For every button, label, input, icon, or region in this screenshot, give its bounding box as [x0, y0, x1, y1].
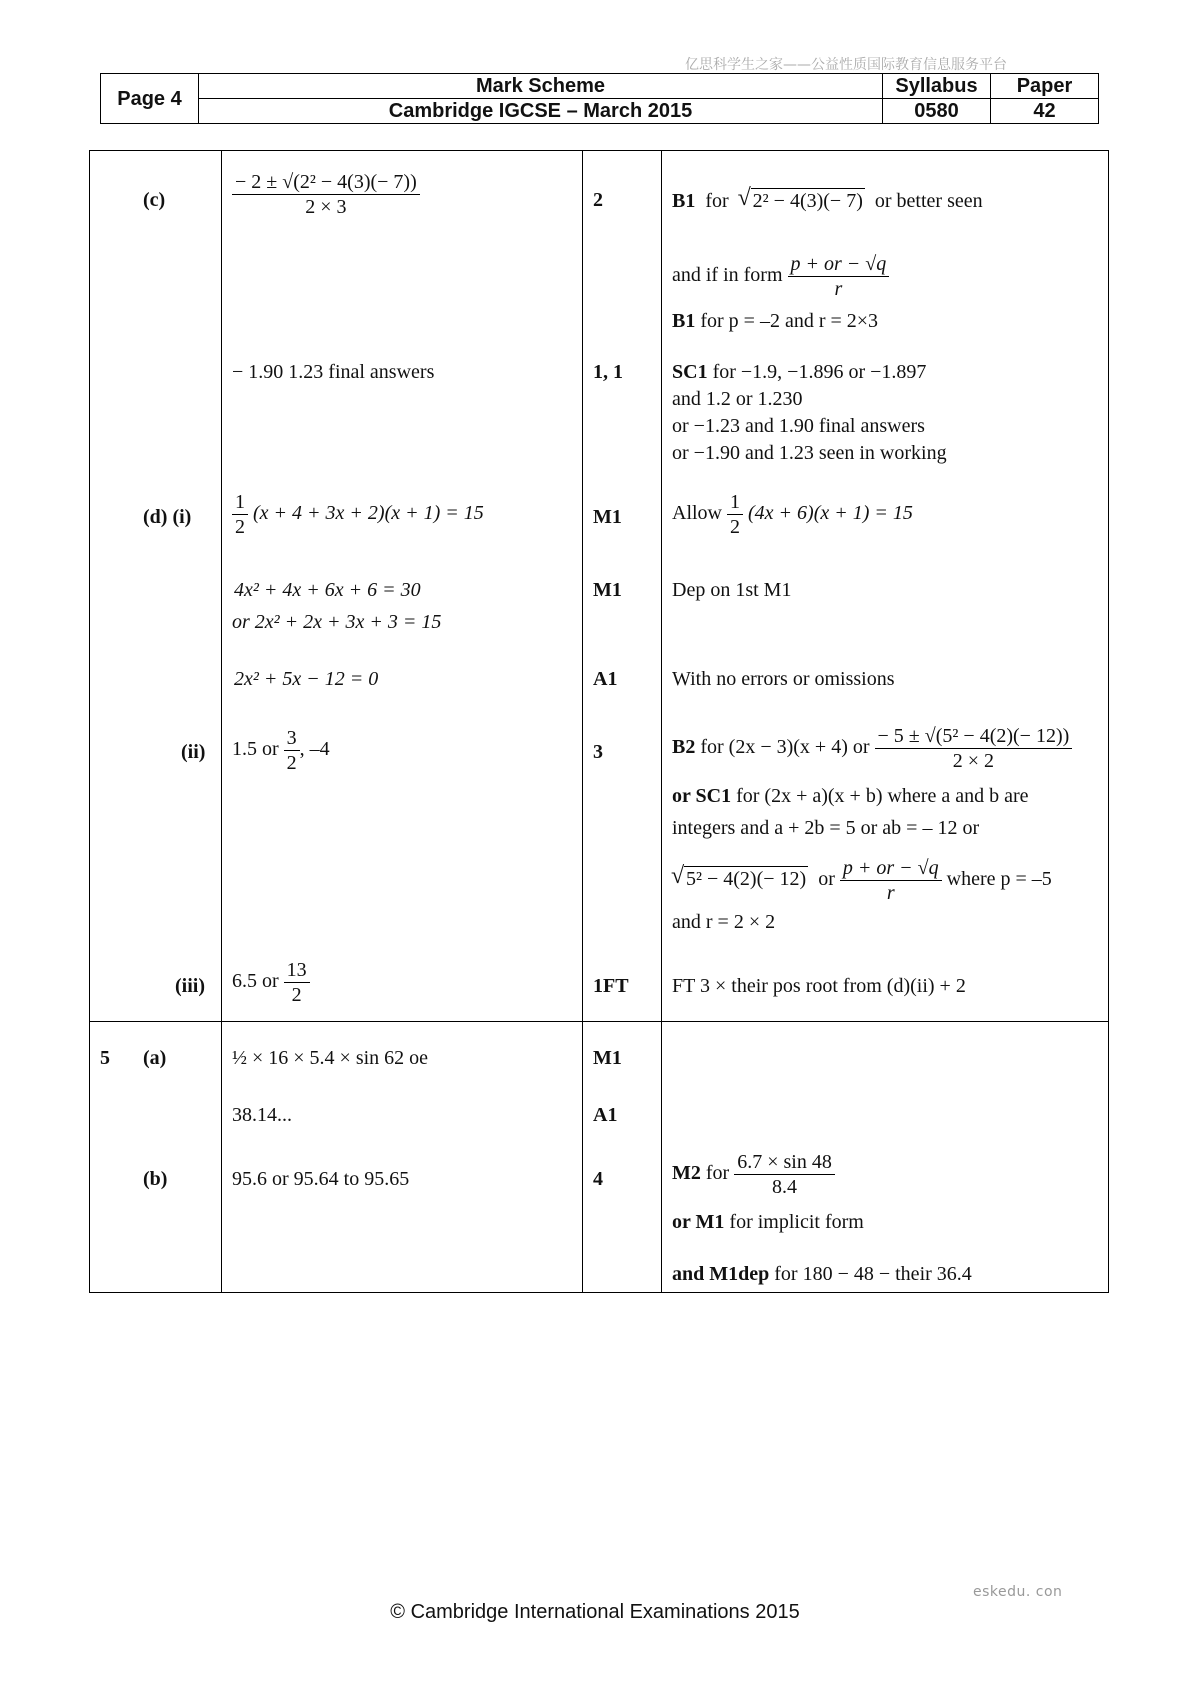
mark-d-ii: 3: [593, 741, 603, 763]
page-number: Page 4: [101, 74, 199, 124]
guidance-d-i-note: With no errors or omissions: [672, 668, 895, 690]
watermark-bottom: eskedu. con: [973, 1584, 1063, 1600]
answer-d-i-quadratic: 2x² + 5x − 12 = 0: [234, 668, 379, 690]
answer-d-i-expanded-alt: or 2x² + 2x + 3x + 3 = 15: [232, 611, 442, 633]
guidance-d-ii-b2: B2 for (2x − 3)(x + 4) or $\frac{\text{− 5 ± √(5² − 4(2)(− 12))}}{2 \times 2}$: [672, 724, 1072, 773]
guidance-d-iii: FT 3 × their pos root from (d)(ii) + 2: [672, 975, 966, 997]
watermark-top: 亿思科学生之家——公益性质国际教育信息服务平台: [685, 57, 1007, 73]
paper-number: 42: [991, 99, 1099, 124]
syllabus-code: 0580: [883, 99, 991, 124]
syllabus-label: Syllabus: [883, 74, 991, 99]
guidance-d-i-allow: Allow $\frac{1}{2}$ (4x + 6)(x + 1) = 15: [672, 491, 913, 538]
row-divider: [89, 1021, 1109, 1022]
guidance-c-sc1: SC1 for −1.9, −1.896 or −1.897: [672, 361, 927, 383]
paper-label: Paper: [991, 74, 1099, 99]
mark-c: 2: [593, 189, 603, 211]
part-label-d-i: (d) (i): [143, 506, 192, 528]
copyright-footer: © Cambridge International Examinations 2015: [390, 1601, 800, 1623]
mark-d-i-1: M1: [593, 506, 622, 528]
guidance-d-ii-sc1-line4: and r = 2 × 2: [672, 911, 776, 933]
document-title: Mark Scheme: [199, 74, 883, 99]
guidance-c-b1b: B1 for p = –2 and r = 2×3: [672, 310, 879, 332]
mark-5a-1: M1: [593, 1047, 622, 1069]
mark-5a-2: A1: [593, 1104, 618, 1126]
guidance-d-ii-sc1: or SC1 for (2x + a)(x + b) where a and b are: [672, 785, 1029, 807]
mark-d-i-2: M1: [593, 579, 622, 601]
mark-d-i-3: A1: [593, 668, 618, 690]
answer-c-final: − 1.90 1.23 final answers: [232, 361, 435, 383]
guidance-5b-m1dep: and M1dep for 180 − 48 − their 36.4: [672, 1263, 972, 1285]
guidance-c-sc1-line3: or −1.23 and 1.90 final answers: [672, 415, 925, 437]
formula-denominator: 2 × 3: [305, 196, 347, 218]
guidance-d-ii-sc1-line2: integers and a + 2b = 5 or ab = – 12 or: [672, 817, 980, 839]
answer-5a-method: ½ × 16 × 5.4 × sin 62 oe: [232, 1047, 429, 1069]
answer-d-iii: 6.5 or $\frac{13}{2}$: [232, 958, 310, 1007]
answer-d-i-equation: $\frac{1}{2}$ (x + 4 + 3x + 2)(x + 1) = 15: [232, 490, 484, 539]
document-subtitle: Cambridge IGCSE – March 2015: [199, 99, 883, 124]
mark-c-final: 1, 1: [593, 361, 623, 383]
guidance-d-ii-sc1-line3: √ 5² − 4(2)(− 12) or $\frac{p + or - √q}{r}$ where p = –5: [672, 856, 1052, 905]
part-label-d-ii: (ii): [181, 741, 206, 763]
mark-5b: 4: [593, 1168, 603, 1190]
part-label-c: (c): [143, 189, 166, 211]
header-table: [100, 73, 1099, 124]
guidance-c-form: and if in form $\frac{p + or - √q}{r}$: [672, 252, 889, 301]
guidance-c-b1: B1 for √ 2² − 4(3)(− 7) or better seen: [672, 188, 983, 213]
part-label-d-iii: (iii): [175, 975, 205, 997]
column-divider: [582, 150, 583, 1293]
mark-d-iii: 1FT: [593, 975, 629, 997]
formula-numerator: − 2 ± √(2² − 4(3)(− 7)): [232, 170, 420, 195]
column-divider: [221, 150, 222, 1293]
answer-5b: 95.6 or 95.64 to 95.65: [232, 1168, 410, 1190]
column-divider: [661, 150, 662, 1293]
answer-c-formula: [232, 170, 420, 219]
guidance-c-sc1-line2: and 1.2 or 1.230: [672, 388, 803, 410]
part-label-5b: (b): [143, 1168, 168, 1190]
answer-5a-value: 38.14...: [232, 1104, 292, 1126]
guidance-d-i-dep: Dep on 1st M1: [672, 579, 792, 601]
guidance-5b-m1: or M1 for implicit form: [672, 1211, 864, 1233]
guidance-5b-m2: M2 for $\frac{6.7 \times \sin 48}{8.4}$: [672, 1150, 835, 1199]
part-label-5a: (a): [143, 1047, 167, 1069]
answer-d-ii: 1.5 or $\frac{3}{2}$ , –4: [232, 727, 330, 774]
question-number-5: 5: [100, 1047, 110, 1069]
guidance-c-sc1-line4: or −1.90 and 1.23 seen in working: [672, 442, 947, 464]
answer-d-i-expanded: 4x² + 4x + 6x + 6 = 30: [234, 579, 421, 601]
